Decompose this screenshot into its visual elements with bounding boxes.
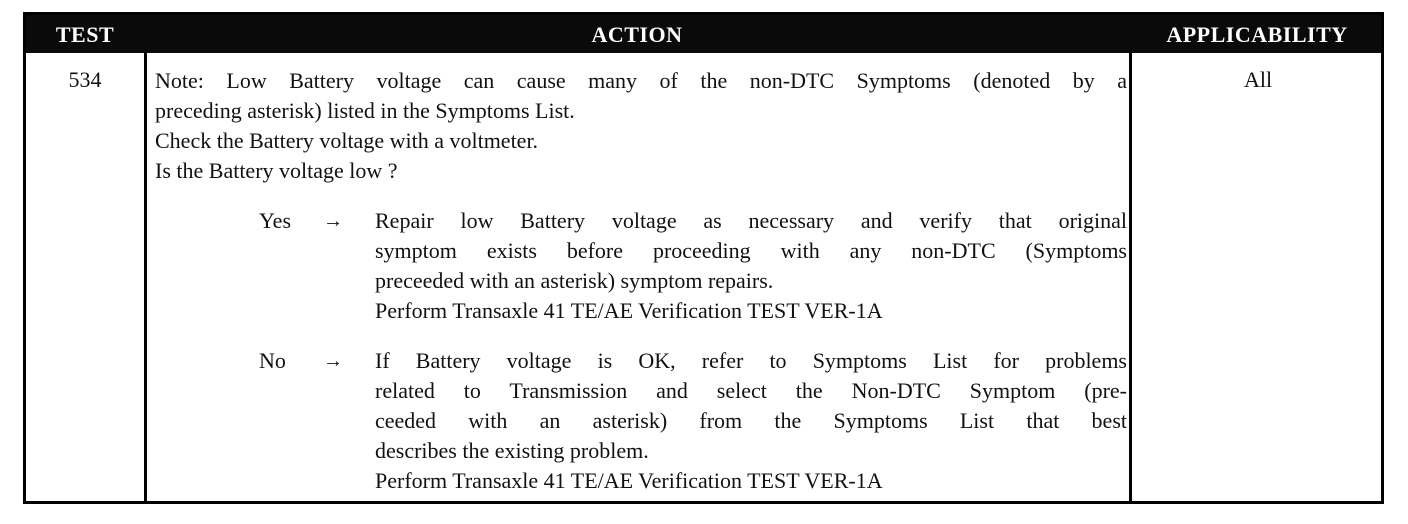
diagnostic-table [23,12,1384,504]
note-line: Note: Low Battery voltage can cause many of the non-DTC Symptoms (denoted by a [155,68,1127,93]
applicability-value: All [1243,67,1273,92]
header-applicability: APPLICABILITY [1166,22,1348,47]
table-header-row [26,15,1381,53]
answer-line: preceeded with an asterisk) symptom repairs. [375,268,774,293]
note-line: preceding asterisk) listed in the Symptoms List. [155,98,575,123]
answer-yes [155,206,1127,326]
question-line: Is the Battery voltage low ? [155,158,398,183]
answer-line: Repair low Battery voltage as necessary and verify that original [375,208,1127,233]
answer-line: Perform Transaxle 41 TE/AE Verification TEST VER-1A [375,468,883,493]
answer-line: Perform Transaxle 41 TE/AE Verification TEST VER-1A [375,298,883,323]
answer-no [155,346,1127,496]
header-test: TEST [55,22,115,47]
column-divider [1129,53,1132,501]
answer-line: ceeded with an asterisk) from the Symptoms List that best [375,408,1127,433]
column-divider [144,53,147,501]
right-arrow-icon: → [323,350,343,372]
header-action: ACTION [591,22,683,47]
test-number: 534 [68,67,102,92]
answer-line: If Battery voltage is OK, refer to Symptoms List for problems [375,348,1127,373]
note-line: Check the Battery voltage with a voltmeter. [155,128,539,153]
answer-body-yes [375,206,1127,326]
answer-line: symptom exists before proceeding with any non-DTC (Symptoms [375,238,1127,263]
right-arrow-icon: → [323,210,343,232]
answer-line: describes the existing problem. [375,438,649,463]
answer-line: related to Transmission and select the Non-DTC Symptom (pre- [375,378,1127,403]
answer-label-yes: Yes [259,208,292,233]
action-cell [155,66,1127,496]
answer-body-no [375,346,1127,496]
answer-label-no: No [259,348,286,373]
